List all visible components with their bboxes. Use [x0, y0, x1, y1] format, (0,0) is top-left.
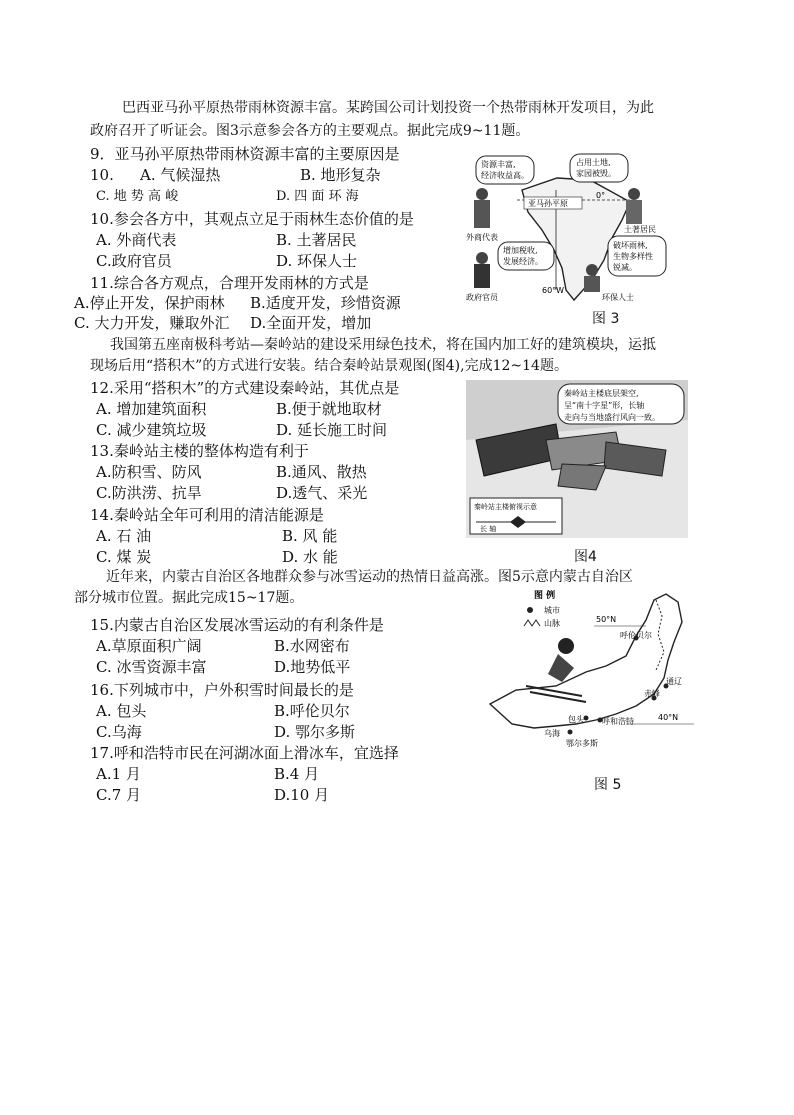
question-number: 10. [90, 166, 114, 184]
bubble-text: 呈“南十字星”形，长轴 [564, 401, 645, 410]
bubble-text: 锐减。 [613, 263, 637, 272]
city-dot-icon [527, 607, 533, 613]
option-c: C.政府官员 [96, 252, 172, 270]
option-a: A. 增加建筑面积 [96, 400, 207, 418]
question-stem: 15.内蒙古自治区发展冰雪运动的有利条件是 [90, 616, 384, 634]
option-c: C. 地 势 高 峻 [96, 189, 179, 204]
option-c: C.7 月 [96, 786, 142, 804]
option-b: B.通风、散热 [276, 463, 367, 481]
intro-text: 政府召开了听证会。图3示意参会各方的主要观点。据此完成9~11题。 [90, 123, 530, 139]
latitude-label: 50°N [596, 615, 617, 624]
question-stem: 13.秦岭站主楼的整体构造有利于 [90, 442, 309, 460]
option-a: A.1 月 [96, 765, 141, 783]
option-c: C.防洪涝、抗旱 [96, 484, 202, 502]
latitude-label: 40°N [658, 713, 679, 722]
option-b: B.水网密布 [274, 637, 350, 655]
intro-text: 巴西亚马孙平原热带雨林资源丰富。某跨国公司计划投资一个热带雨林开发项目，为此 [122, 100, 654, 116]
amazon-map-illustration [462, 150, 674, 305]
city-label: 呼和浩特 [602, 717, 634, 726]
figure-caption: 图 5 [594, 777, 622, 793]
investor-figure [474, 188, 490, 228]
option-d: D. 四 面 环 海 [276, 189, 359, 204]
map-label: 亚马孙平原 [528, 199, 568, 208]
native-figure [626, 188, 642, 224]
option-b: B. 地形复杂 [300, 166, 381, 184]
qinling-station-photo [466, 380, 688, 538]
question-stem: 9．亚马孙平原热带雨林资源丰富的主要原因是 [90, 145, 400, 163]
question-stem: 14.秦岭站全年可利用的清洁能源是 [90, 506, 324, 524]
option-b: B.便于就地取材 [276, 400, 382, 418]
bubble-text: 家园被毁。 [576, 169, 616, 178]
bubble-text: 生物多样性 [613, 252, 653, 261]
option-b: B.适度开发，珍惜资源 [250, 294, 401, 312]
longitude-label: 60°W [542, 286, 565, 295]
city-label: 乌海 [544, 729, 560, 738]
figure-caption: 图 3 [592, 311, 620, 327]
bubble-text: 经济收益高。 [481, 171, 529, 180]
option-d: D. 环保人士 [276, 252, 358, 270]
option-c: C.乌海 [96, 723, 142, 741]
bubble-text: 资源丰富, [481, 160, 516, 169]
city-label: 呼伦贝尔 [620, 631, 652, 640]
question-stem: 12.采用“搭积木”的方式建设秦岭站，其优点是 [90, 379, 400, 397]
city-label: 赤峰 [644, 689, 660, 698]
option-a: A.草原面积广阔 [96, 637, 202, 655]
person-label: 外商代表 [466, 233, 498, 242]
question-stem: 16.下列城市中，户外积雪时间最长的是 [90, 681, 354, 699]
city-dot-icon [584, 716, 589, 721]
option-c: C. 大力开发，赚取外汇 [74, 314, 230, 332]
official-figure [474, 252, 490, 288]
equator-label: 0° [596, 191, 606, 200]
figure-4 [466, 380, 688, 538]
bubble-text: 秦岭站主楼底层架空, [564, 389, 639, 398]
person-label: 政府官员 [466, 293, 498, 302]
question-stem: 17.呼和浩特市民在河湖冰面上滑冰车，宜选择 [90, 744, 399, 762]
figure-caption: 图4 [574, 549, 597, 565]
person-label: 土著居民 [624, 225, 656, 234]
option-b: B. 风 能 [282, 527, 338, 545]
option-a: A.防积雪、防风 [96, 463, 202, 481]
option-d: D.全面开发，增加 [250, 314, 372, 332]
option-b: B.4 月 [274, 765, 320, 783]
option-a: A. 气候湿热 [140, 166, 221, 184]
question-stem: 11.综合各方观点，合理开发雨林的方式是 [90, 274, 369, 292]
legend-title: 图 例 [534, 591, 556, 601]
option-c: C. 减少建筑垃圾 [96, 421, 207, 439]
inner-mongolia-map [486, 586, 700, 756]
axis-label: 长 轴 [480, 525, 497, 533]
option-a: A. 外商代表 [96, 231, 177, 249]
bubble-text: 占用土地, [576, 158, 611, 167]
figure-5 [486, 586, 700, 756]
option-d: D.透气、采光 [276, 484, 368, 502]
option-c: C. 煤 炭 [96, 548, 152, 566]
mountain-icon [524, 620, 540, 626]
bubble-text: 发展经济。 [503, 257, 543, 266]
option-d: D. 延长施工时间 [276, 421, 388, 439]
option-d: D.10 月 [274, 786, 330, 804]
bubble-text: 破坏雨林, [613, 241, 648, 250]
legend-item: 城市 [544, 606, 560, 615]
city-label: 包头 [568, 715, 584, 724]
intro-text: 近年来，内蒙古自治区各地群众参与冰雪运动的热情日益高涨。图5示意内蒙古自治区 [106, 569, 633, 585]
option-c: C. 冰雪资源丰富 [96, 658, 207, 676]
option-d: D. 鄂尔多斯 [274, 723, 356, 741]
environmentalist-figure [584, 264, 600, 292]
inset-title: 秦岭站主楼俯视示意 [474, 503, 537, 511]
legend-item: 山脉 [544, 619, 560, 628]
intro-text: 我国第五座南极科考站—秦岭站的建设采用绿色技术，将在国内加工好的建筑模块，运抵 [110, 337, 656, 353]
option-d: D. 水 能 [282, 548, 338, 566]
intro-text: 部分城市位置。据此完成15~17题。 [74, 590, 304, 606]
bubble-text: 增加税收, [503, 246, 538, 255]
option-a: A.停止开发，保护雨林 [74, 294, 225, 312]
bubble-text: 走向与当地盛行风向一致。 [564, 413, 660, 422]
city-label: 通辽 [666, 677, 682, 686]
city-label: 鄂尔多斯 [566, 739, 598, 748]
intro-text: 现场后用“搭积木”的方式进行安装。结合秦岭站景观图(图4),完成12~14题。 [90, 358, 568, 374]
figure-3 [462, 150, 674, 305]
region-outline [490, 594, 682, 728]
option-a: A. 包头 [96, 702, 147, 720]
person-label: 环保人士 [602, 293, 634, 302]
question-stem: 10.参会各方中，其观点立足于雨林生态价值的是 [90, 210, 414, 228]
option-a: A. 石 油 [96, 527, 152, 545]
option-b: B.呼伦贝尔 [274, 702, 350, 720]
option-b: B. 土著居民 [276, 231, 357, 249]
city-dot-icon [568, 730, 573, 735]
option-d: D.地势低平 [274, 658, 351, 676]
